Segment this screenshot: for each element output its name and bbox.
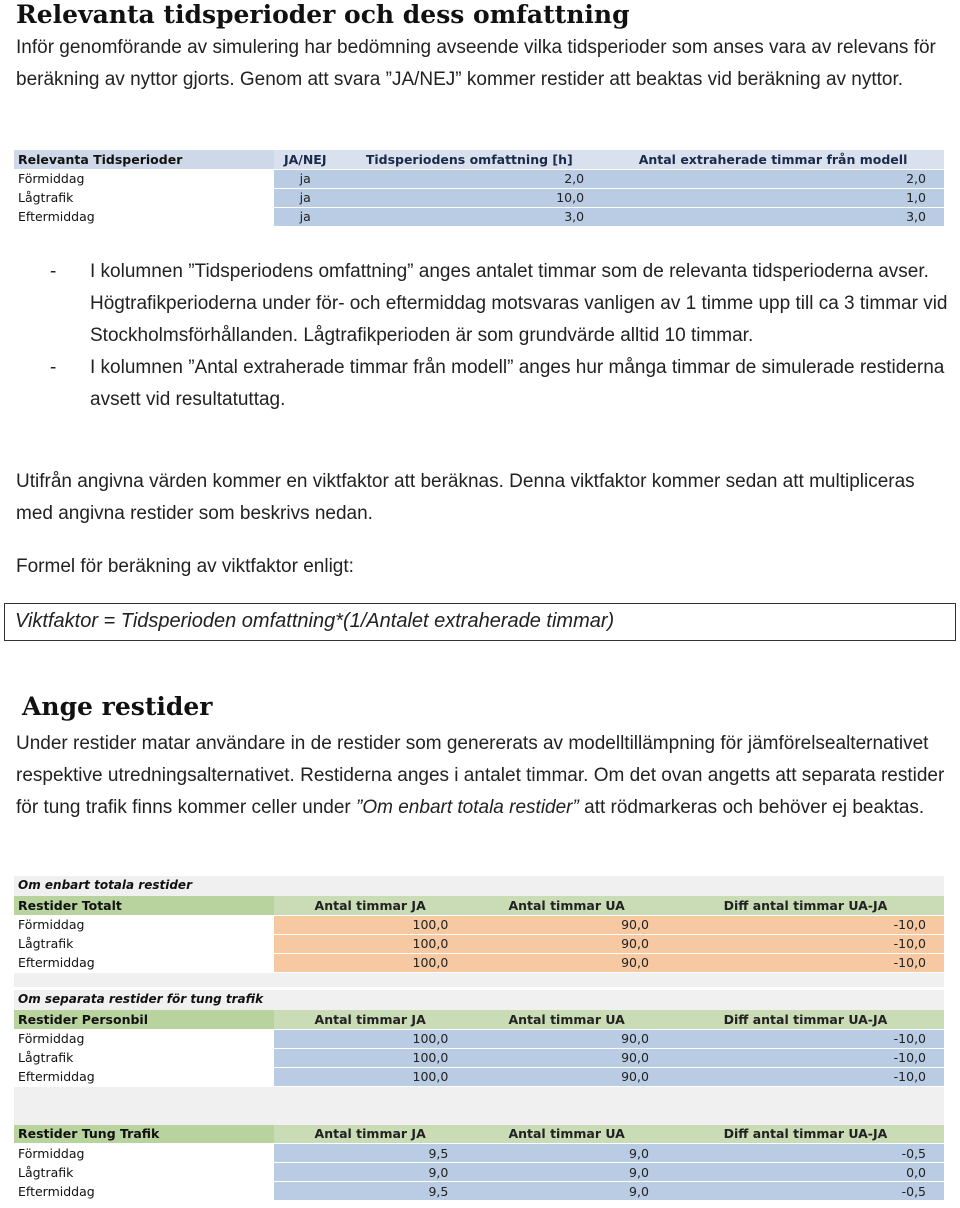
row-label: Eftermiddag [14,207,274,226]
cell-period-hours[interactable]: 10,0 [336,188,602,207]
cell-yes-no[interactable]: ja [274,207,336,226]
table-row [14,207,944,226]
header-cell: Antal timmar UA [466,896,667,915]
row-label: Eftermiddag [14,1067,274,1086]
row-label: Eftermiddag [14,953,274,972]
intro-paragraph: Inför genomförande av simulering har bedömning avseende vilka tidsperioder som anses vara av relevans för beräkning av nyttor gjorts. Genom att svara ”JA/NEJ” kommer restider att beaktas vid beräkning av nyttor. [16,37,936,90]
cell-diff: -0,5 [667,1182,944,1201]
header-cell: Restider Tung Trafik [14,1125,274,1144]
table-header-row [14,150,944,169]
cell-hours-ja[interactable]: 100,0 [274,915,466,934]
cell-hours-ua[interactable]: 90,0 [466,915,667,934]
list-item [50,256,950,352]
cell-diff: -10,0 [667,934,944,953]
cell-hours-ja[interactable]: 100,0 [274,934,466,953]
header-cell: Diff antal timmar UA-JA [667,896,944,915]
travel-times-paragraph [16,728,946,824]
header-cell: Antal timmar JA [274,1010,466,1029]
cell-hours-ua[interactable]: 9,0 [466,1144,667,1163]
cell-period-hours[interactable]: 2,0 [336,169,602,188]
cell-diff: -10,0 [667,1029,944,1048]
table-header-row [14,1125,944,1144]
cell-hours-ua[interactable]: 90,0 [466,1048,667,1067]
header-cell: Antal extraherade timmar från modell [602,150,944,169]
cell-hours-ua[interactable]: 90,0 [466,1029,667,1048]
table-header-row [14,896,944,915]
list-item [50,352,950,416]
table-row [14,1029,944,1048]
cell-diff: 0,0 [667,1163,944,1182]
weight-factor-paragraph: Utifrån angivna värden kommer en viktfaktor att beräknas. Denna viktfaktor kommer sedan att multipliceras med angivna restider som beskrivs nedan. [16,471,915,524]
separate-travel-times-table [14,990,944,1201]
paragraph-text: att rödmarkeras och behöver ej beaktas. [578,797,925,818]
table-row [14,1163,944,1182]
cell-hours-ua[interactable]: 90,0 [466,1067,667,1086]
row-label: Lågtrafik [14,934,274,953]
header-cell: Diff antal timmar UA-JA [667,1125,944,1144]
cell-extracted-hours[interactable]: 2,0 [602,169,944,188]
table-row [14,915,944,934]
total-travel-times-table [14,876,944,987]
bullet-text: I kolumnen ”Antal extraherade timmar från modell” anges hur många timmar de simulerade restiderna avsett vid resultatuttag. [90,357,945,410]
table-row [14,188,944,207]
table-row [14,169,944,188]
table-caption: Om enbart totala restider [18,878,192,892]
row-label: Eftermiddag [14,1182,274,1201]
bullet-marker: - [50,261,57,282]
table-row [14,1067,944,1086]
cell-extracted-hours[interactable]: 3,0 [602,207,944,226]
header-cell: Restider Personbil [14,1010,274,1029]
cell-diff: -10,0 [667,1067,944,1086]
cell-period-hours[interactable]: 3,0 [336,207,602,226]
cell-hours-ja[interactable]: 100,0 [274,1067,466,1086]
table-row [14,1144,944,1163]
cell-hours-ua[interactable]: 90,0 [466,953,667,972]
row-label: Lågtrafik [14,188,274,207]
header-cell: Antal timmar UA [466,1010,667,1029]
row-label: Förmiddag [14,1144,274,1163]
header-cell: Diff antal timmar UA-JA [667,1010,944,1029]
row-label: Förmiddag [14,1029,274,1048]
header-cell: Antal timmar JA [274,1125,466,1144]
cell-diff: -10,0 [667,1048,944,1067]
table-row [14,934,944,953]
paragraph-emphasis: ”Om enbart totala restider” [356,797,579,818]
cell-hours-ua[interactable]: 9,0 [466,1163,667,1182]
cell-hours-ja[interactable]: 9,5 [274,1144,466,1163]
table-row [14,1182,944,1201]
header-cell: Relevanta Tidsperioder [14,150,274,169]
cell-hours-ja[interactable]: 100,0 [274,1029,466,1048]
row-label: Förmiddag [14,169,274,188]
header-cell: Tidsperiodens omfattning [h] [336,150,602,169]
cell-diff: -10,0 [667,953,944,972]
cell-hours-ja[interactable]: 9,0 [274,1163,466,1182]
paragraph-text: Under restider matar användare in de restider som genererats av modelltillämpning för jämförelsealternativet respektive utredningsalternativet. Restiderna anges i antalet timmar. Om det ovan angetts att separata restider för tung trafik finns kommer celler under [16,733,945,818]
cell-hours-ja[interactable]: 100,0 [274,1048,466,1067]
cell-extracted-hours[interactable]: 1,0 [602,188,944,207]
cell-diff: -10,0 [667,915,944,934]
section-title-relevant-periods: Relevanta tidsperioder och dess omfattning [16,0,630,29]
cell-yes-no[interactable]: ja [274,169,336,188]
table-row [14,1048,944,1067]
bullet-text: I kolumnen ”Tidsperiodens omfattning” anges antalet timmar som de relevanta tidsperioderna avser. Högtrafikperioderna under för- och eftermiddag motsvaras vanligen av 1 timme upp till ca 3 timmar vid Stockholmsförhållanden. Lågtrafikperioden är som grundvärde alltid 10 timmar. [90,261,948,346]
header-cell: JA/NEJ [274,150,336,169]
bullet-list [50,256,950,416]
bullet-marker: - [50,357,57,378]
table-row [14,953,944,972]
relevant-periods-table [14,150,944,227]
header-cell: Antal timmar UA [466,1125,667,1144]
cell-hours-ua[interactable]: 90,0 [466,934,667,953]
formula-intro: Formel för beräkning av viktfaktor enligt: [16,556,354,577]
formula-box: Viktfaktor = Tidsperioden omfattning*(1/Antalet extraherade timmar) [4,603,956,641]
row-label: Lågtrafik [14,1048,274,1067]
cell-hours-ja[interactable]: 9,5 [274,1182,466,1201]
table-header-row [14,1010,944,1029]
table-caption: Om separata restider för tung trafik [18,992,264,1006]
cell-yes-no[interactable]: ja [274,188,336,207]
section-title-travel-times: Ange restider [22,692,213,721]
header-cell: Restider Totalt [14,896,274,915]
row-label: Förmiddag [14,915,274,934]
cell-diff: -0,5 [667,1144,944,1163]
cell-hours-ja[interactable]: 100,0 [274,953,466,972]
row-label: Lågtrafik [14,1163,274,1182]
header-cell: Antal timmar JA [274,896,466,915]
cell-hours-ua[interactable]: 9,0 [466,1182,667,1201]
